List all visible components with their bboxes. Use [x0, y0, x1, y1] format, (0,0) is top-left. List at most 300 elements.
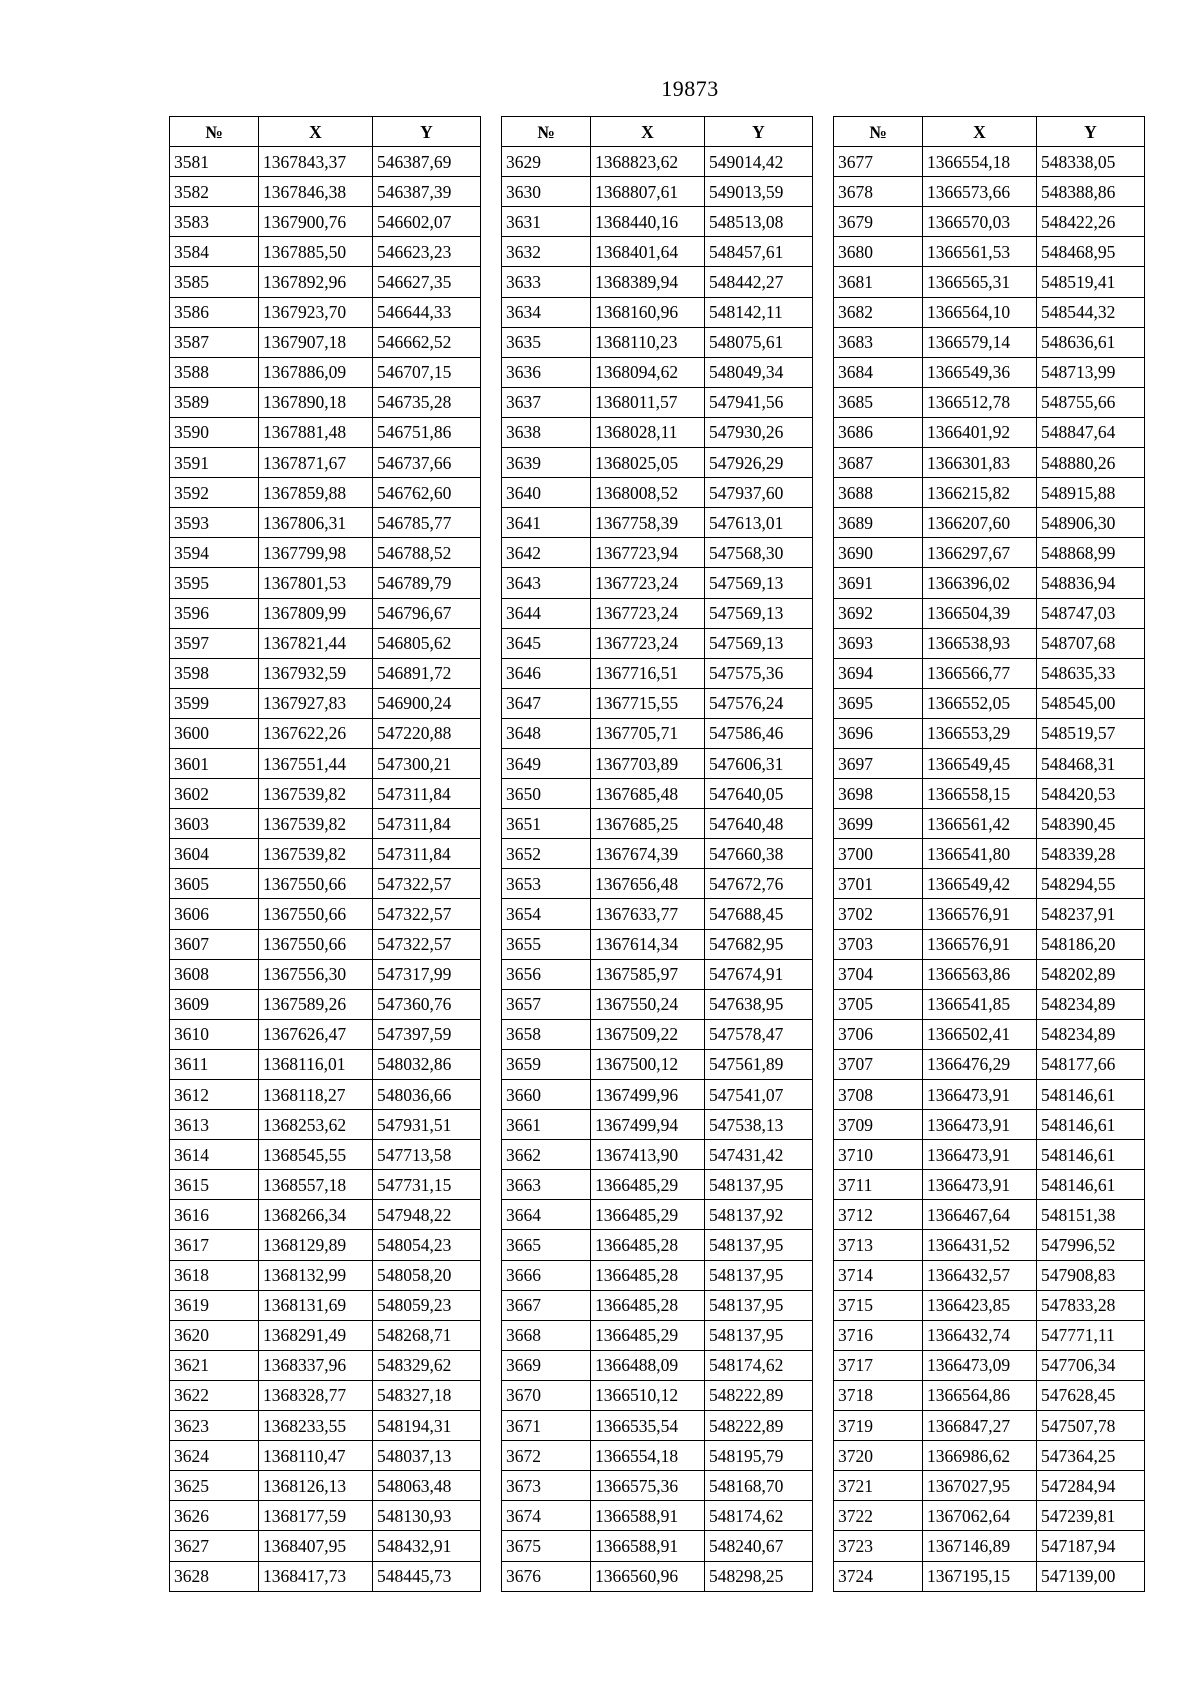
cell-x: 1366473,91	[923, 1170, 1037, 1200]
table-row	[170, 899, 481, 929]
cell-number: 3600	[170, 718, 259, 748]
cell-number: 3671	[502, 1411, 591, 1441]
cell-number: 3686	[834, 417, 923, 447]
cell-number: 3699	[834, 809, 923, 839]
page-number: 19873	[661, 76, 719, 101]
cell-x: 1367585,97	[591, 959, 705, 989]
cell-number: 3677	[834, 147, 923, 177]
cell-x: 1367539,82	[259, 809, 373, 839]
cell-y: 548635,33	[1037, 658, 1145, 688]
table-row	[834, 1411, 1145, 1441]
cell-number: 3710	[834, 1140, 923, 1170]
header-x: X	[923, 117, 1037, 147]
cell-y: 549014,42	[705, 147, 813, 177]
cell-y: 548137,95	[705, 1260, 813, 1290]
cell-y: 548880,26	[1037, 448, 1145, 478]
cell-number: 3629	[502, 147, 591, 177]
table-row	[834, 748, 1145, 778]
table-row	[834, 899, 1145, 929]
cell-y: 547311,84	[373, 779, 481, 809]
table-row	[170, 1049, 481, 1079]
table-row	[170, 1501, 481, 1531]
cell-number: 3604	[170, 839, 259, 869]
cell-y: 546644,33	[373, 297, 481, 327]
cell-number: 3709	[834, 1110, 923, 1140]
cell-number: 3587	[170, 327, 259, 357]
cell-x: 1366576,91	[923, 899, 1037, 929]
cell-x: 1366549,45	[923, 748, 1037, 778]
table-row	[170, 1200, 481, 1230]
cell-number: 3687	[834, 448, 923, 478]
cell-number: 3674	[502, 1501, 591, 1531]
cell-number: 3631	[502, 207, 591, 237]
table-row	[502, 1019, 813, 1049]
cell-number: 3588	[170, 357, 259, 387]
cell-y: 547322,57	[373, 869, 481, 899]
table-row	[170, 1140, 481, 1170]
cell-y: 548755,66	[1037, 387, 1145, 417]
cell-x: 1366297,67	[923, 538, 1037, 568]
cell-x: 1367685,25	[591, 809, 705, 839]
cell-x: 1366560,96	[591, 1561, 705, 1591]
cell-number: 3688	[834, 478, 923, 508]
cell-number: 3653	[502, 869, 591, 899]
cell-x: 1367556,30	[259, 959, 373, 989]
cell-number: 3719	[834, 1411, 923, 1441]
table-row	[834, 267, 1145, 297]
cell-y: 547397,59	[373, 1019, 481, 1049]
cell-y: 547569,13	[705, 568, 813, 598]
cell-y: 548519,41	[1037, 267, 1145, 297]
cell-number: 3645	[502, 628, 591, 658]
cell-y: 547948,22	[373, 1200, 481, 1230]
cell-x: 1367806,31	[259, 508, 373, 538]
cell-number: 3599	[170, 688, 259, 718]
table-row	[502, 237, 813, 267]
cell-x: 1366563,86	[923, 959, 1037, 989]
cell-x: 1367892,96	[259, 267, 373, 297]
table-row	[502, 327, 813, 357]
cell-y: 548194,31	[373, 1411, 481, 1441]
table-row	[502, 628, 813, 658]
cell-number: 3713	[834, 1230, 923, 1260]
cell-y: 547364,25	[1037, 1441, 1145, 1471]
cell-x: 1367551,44	[259, 748, 373, 778]
cell-x: 1366564,86	[923, 1380, 1037, 1410]
cell-number: 3716	[834, 1320, 923, 1350]
cell-x: 1366588,91	[591, 1531, 705, 1561]
table-row	[502, 538, 813, 568]
cell-y: 547628,45	[1037, 1380, 1145, 1410]
table-row	[502, 1501, 813, 1531]
cell-number: 3621	[170, 1350, 259, 1380]
cell-x: 1366576,91	[923, 929, 1037, 959]
table-row	[834, 417, 1145, 447]
cell-number: 3605	[170, 869, 259, 899]
cell-y: 548186,20	[1037, 929, 1145, 959]
cell-y: 547660,38	[705, 839, 813, 869]
table-row	[834, 869, 1145, 899]
cell-y: 546602,07	[373, 207, 481, 237]
cell-number: 3720	[834, 1441, 923, 1471]
cell-number: 3670	[502, 1380, 591, 1410]
table-row	[834, 478, 1145, 508]
table-row	[502, 1140, 813, 1170]
cell-x: 1367626,47	[259, 1019, 373, 1049]
cell-number: 3676	[502, 1561, 591, 1591]
table-row	[502, 417, 813, 447]
header-y: Y	[1037, 117, 1145, 147]
cell-y: 548294,55	[1037, 869, 1145, 899]
table-row	[170, 1441, 481, 1471]
table-row	[834, 177, 1145, 207]
cell-number: 3702	[834, 899, 923, 929]
table-row	[170, 508, 481, 538]
table-row	[834, 568, 1145, 598]
table-row	[834, 779, 1145, 809]
table-row	[170, 387, 481, 417]
cell-number: 3649	[502, 748, 591, 778]
cell-y: 547220,88	[373, 718, 481, 748]
cell-number: 3606	[170, 899, 259, 929]
table-row	[170, 207, 481, 237]
cell-y: 547688,45	[705, 899, 813, 929]
cell-y: 548327,18	[373, 1380, 481, 1410]
table-row	[834, 147, 1145, 177]
cell-y: 548174,62	[705, 1350, 813, 1380]
cell-number: 3589	[170, 387, 259, 417]
table-row	[834, 357, 1145, 387]
cell-y: 546735,28	[373, 387, 481, 417]
cell-x: 1367900,76	[259, 207, 373, 237]
cell-x: 1366554,18	[591, 1441, 705, 1471]
cell-y: 547507,78	[1037, 1411, 1145, 1441]
cell-x: 1367927,83	[259, 688, 373, 718]
cell-number: 3613	[170, 1110, 259, 1140]
table-row	[502, 929, 813, 959]
table-row	[502, 658, 813, 688]
cell-x: 1367932,59	[259, 658, 373, 688]
header-number: №	[834, 117, 923, 147]
cell-number: 3718	[834, 1380, 923, 1410]
cell-number: 3684	[834, 357, 923, 387]
cell-number: 3667	[502, 1290, 591, 1320]
table-row	[502, 839, 813, 869]
cell-y: 548146,61	[1037, 1110, 1145, 1140]
table-row	[170, 809, 481, 839]
cell-x: 1366396,02	[923, 568, 1037, 598]
cell-number: 3669	[502, 1350, 591, 1380]
cell-x: 1366485,28	[591, 1230, 705, 1260]
table-row	[502, 1471, 813, 1501]
table-row	[502, 177, 813, 207]
cell-y: 548234,89	[1037, 989, 1145, 1019]
cell-x: 1366476,29	[923, 1049, 1037, 1079]
cell-number: 3654	[502, 899, 591, 929]
cell-x: 1367622,26	[259, 718, 373, 748]
cell-y: 547187,94	[1037, 1531, 1145, 1561]
cell-y: 548063,48	[373, 1471, 481, 1501]
table-row	[834, 718, 1145, 748]
cell-number: 3647	[502, 688, 591, 718]
cell-x: 1367723,24	[591, 598, 705, 628]
table-row	[502, 297, 813, 327]
cell-x: 1367027,95	[923, 1471, 1037, 1501]
cell-y: 547568,30	[705, 538, 813, 568]
cell-x: 1368417,73	[259, 1561, 373, 1591]
cell-y: 547300,21	[373, 748, 481, 778]
cell-number: 3694	[834, 658, 923, 688]
cell-y: 547139,00	[1037, 1561, 1145, 1591]
cell-x: 1366549,42	[923, 869, 1037, 899]
table-header-row	[170, 117, 481, 147]
cell-x: 1366541,85	[923, 989, 1037, 1019]
cell-x: 1366538,93	[923, 628, 1037, 658]
cell-x: 1368266,34	[259, 1200, 373, 1230]
cell-y: 547682,95	[705, 929, 813, 959]
cell-x: 1368094,62	[591, 357, 705, 387]
cell-x: 1368407,95	[259, 1531, 373, 1561]
cell-number: 3601	[170, 748, 259, 778]
cell-y: 548847,64	[1037, 417, 1145, 447]
cell-y: 548137,95	[705, 1290, 813, 1320]
cell-y: 548457,61	[705, 237, 813, 267]
cell-y: 547322,57	[373, 929, 481, 959]
cell-number: 3698	[834, 779, 923, 809]
cell-x: 1367509,22	[591, 1019, 705, 1049]
cell-x: 1366485,28	[591, 1260, 705, 1290]
cell-x: 1367821,44	[259, 628, 373, 658]
table-row	[170, 478, 481, 508]
cell-x: 1368291,49	[259, 1320, 373, 1350]
cell-y: 547561,89	[705, 1049, 813, 1079]
cell-y: 548388,86	[1037, 177, 1145, 207]
cell-x: 1366215,82	[923, 478, 1037, 508]
table-row	[834, 1140, 1145, 1170]
cell-x: 1366573,66	[923, 177, 1037, 207]
cell-x: 1368389,94	[591, 267, 705, 297]
cell-number: 3607	[170, 929, 259, 959]
cell-x: 1367723,24	[591, 568, 705, 598]
cell-x: 1368328,77	[259, 1380, 373, 1410]
cell-x: 1367885,50	[259, 237, 373, 267]
cell-number: 3657	[502, 989, 591, 1019]
cell-x: 1368131,69	[259, 1290, 373, 1320]
table-row	[502, 147, 813, 177]
cell-x: 1366588,91	[591, 1501, 705, 1531]
cell-y: 547941,56	[705, 387, 813, 417]
table-row	[170, 1561, 481, 1591]
cell-x: 1366510,12	[591, 1380, 705, 1410]
table-row	[502, 1290, 813, 1320]
cell-number: 3609	[170, 989, 259, 1019]
cell-number: 3624	[170, 1441, 259, 1471]
cell-y: 547431,42	[705, 1140, 813, 1170]
cell-x: 1366561,53	[923, 237, 1037, 267]
table-row	[170, 869, 481, 899]
cell-y: 547606,31	[705, 748, 813, 778]
cell-x: 1367716,51	[591, 658, 705, 688]
table-row	[834, 448, 1145, 478]
cell-number: 3683	[834, 327, 923, 357]
cell-x: 1366423,85	[923, 1290, 1037, 1320]
table-row	[502, 1200, 813, 1230]
cell-x: 1368807,61	[591, 177, 705, 207]
cell-x: 1367633,77	[591, 899, 705, 929]
table-row	[502, 1230, 813, 1260]
table-row	[170, 448, 481, 478]
cell-number: 3586	[170, 297, 259, 327]
cell-x: 1367195,15	[923, 1561, 1037, 1591]
cell-x: 1367550,24	[591, 989, 705, 1019]
table-row	[502, 478, 813, 508]
cell-y: 548240,67	[705, 1531, 813, 1561]
table-row	[502, 1260, 813, 1290]
cell-x: 1368126,13	[259, 1471, 373, 1501]
cell-x: 1368337,96	[259, 1350, 373, 1380]
cell-number: 3592	[170, 478, 259, 508]
table-row	[170, 327, 481, 357]
cell-y: 548329,62	[373, 1350, 481, 1380]
cell-x: 1366473,91	[923, 1110, 1037, 1140]
cell-y: 546785,77	[373, 508, 481, 538]
cell-y: 548707,68	[1037, 628, 1145, 658]
cell-number: 3637	[502, 387, 591, 417]
cell-x: 1367723,24	[591, 628, 705, 658]
table-row	[170, 1080, 481, 1110]
table-row	[834, 628, 1145, 658]
cell-y: 547930,26	[705, 417, 813, 447]
cell-number: 3672	[502, 1441, 591, 1471]
cell-x: 1367499,96	[591, 1080, 705, 1110]
table-row	[502, 718, 813, 748]
cell-number: 3701	[834, 869, 923, 899]
cell-x: 1368132,99	[259, 1260, 373, 1290]
cell-number: 3708	[834, 1080, 923, 1110]
cell-x: 1367550,66	[259, 899, 373, 929]
table-row	[834, 1049, 1145, 1079]
cell-y: 547613,01	[705, 508, 813, 538]
cell-number: 3663	[502, 1170, 591, 1200]
cell-y: 547937,60	[705, 478, 813, 508]
cell-x: 1367589,26	[259, 989, 373, 1019]
cell-number: 3666	[502, 1260, 591, 1290]
cell-x: 1367550,66	[259, 869, 373, 899]
cell-y: 547731,15	[373, 1170, 481, 1200]
cell-x: 1367723,94	[591, 538, 705, 568]
cell-y: 547569,13	[705, 598, 813, 628]
table-row	[170, 1531, 481, 1561]
cell-y: 547578,47	[705, 1019, 813, 1049]
cell-number: 3678	[834, 177, 923, 207]
cell-y: 546762,60	[373, 478, 481, 508]
table-row	[170, 748, 481, 778]
cell-y: 548513,08	[705, 207, 813, 237]
cell-x: 1368401,64	[591, 237, 705, 267]
cell-number: 3707	[834, 1049, 923, 1079]
cell-number: 3695	[834, 688, 923, 718]
cell-x: 1366401,92	[923, 417, 1037, 447]
cell-x: 1368116,01	[259, 1049, 373, 1079]
cell-x: 1368440,16	[591, 207, 705, 237]
table-row	[170, 1411, 481, 1441]
cell-y: 547311,84	[373, 809, 481, 839]
cell-y: 547713,58	[373, 1140, 481, 1170]
cell-number: 3630	[502, 177, 591, 207]
cell-y: 546891,72	[373, 658, 481, 688]
cell-number: 3614	[170, 1140, 259, 1170]
cell-y: 547239,81	[1037, 1501, 1145, 1531]
cell-x: 1368129,89	[259, 1230, 373, 1260]
cell-number: 3664	[502, 1200, 591, 1230]
cell-y: 548338,05	[1037, 147, 1145, 177]
table-row	[170, 1320, 481, 1350]
table-row	[834, 598, 1145, 628]
cell-number: 3711	[834, 1170, 923, 1200]
cell-x: 1367674,39	[591, 839, 705, 869]
cell-x: 1367656,48	[591, 869, 705, 899]
cell-y: 546789,79	[373, 568, 481, 598]
cell-number: 3705	[834, 989, 923, 1019]
table-row	[502, 1110, 813, 1140]
cell-x: 1366301,83	[923, 448, 1037, 478]
table-row	[502, 899, 813, 929]
cell-y: 548390,45	[1037, 809, 1145, 839]
cell-x: 1366485,28	[591, 1290, 705, 1320]
cell-y: 548836,94	[1037, 568, 1145, 598]
cell-x: 1368557,18	[259, 1170, 373, 1200]
cell-number: 3643	[502, 568, 591, 598]
cell-y: 548868,99	[1037, 538, 1145, 568]
cell-number: 3696	[834, 718, 923, 748]
cell-y: 546623,23	[373, 237, 481, 267]
cell-number: 3617	[170, 1230, 259, 1260]
cell-number: 3636	[502, 357, 591, 387]
table-row	[502, 1531, 813, 1561]
cell-y: 548468,31	[1037, 748, 1145, 778]
table-row	[502, 1441, 813, 1471]
cell-x: 1366570,03	[923, 207, 1037, 237]
cell-number: 3648	[502, 718, 591, 748]
table-row	[170, 1350, 481, 1380]
cell-y: 548468,95	[1037, 237, 1145, 267]
cell-y: 546387,39	[373, 177, 481, 207]
cell-x: 1367886,09	[259, 357, 373, 387]
cell-y: 549013,59	[705, 177, 813, 207]
table-row	[834, 207, 1145, 237]
cell-y: 547284,94	[1037, 1471, 1145, 1501]
cell-y: 546805,62	[373, 628, 481, 658]
table-row	[834, 1230, 1145, 1260]
cell-number: 3717	[834, 1350, 923, 1380]
table-row	[170, 1471, 481, 1501]
table-row	[834, 658, 1145, 688]
cell-number: 3595	[170, 568, 259, 598]
cell-number: 3661	[502, 1110, 591, 1140]
cell-y: 548442,27	[705, 267, 813, 297]
cell-number: 3675	[502, 1531, 591, 1561]
table-row	[170, 598, 481, 628]
cell-number: 3616	[170, 1200, 259, 1230]
cell-x: 1367801,53	[259, 568, 373, 598]
table-row	[834, 1290, 1145, 1320]
table-row	[170, 297, 481, 327]
cell-number: 3679	[834, 207, 923, 237]
cell-number: 3619	[170, 1290, 259, 1320]
table-row	[834, 1350, 1145, 1380]
cell-y: 547996,52	[1037, 1230, 1145, 1260]
table-row	[834, 1170, 1145, 1200]
